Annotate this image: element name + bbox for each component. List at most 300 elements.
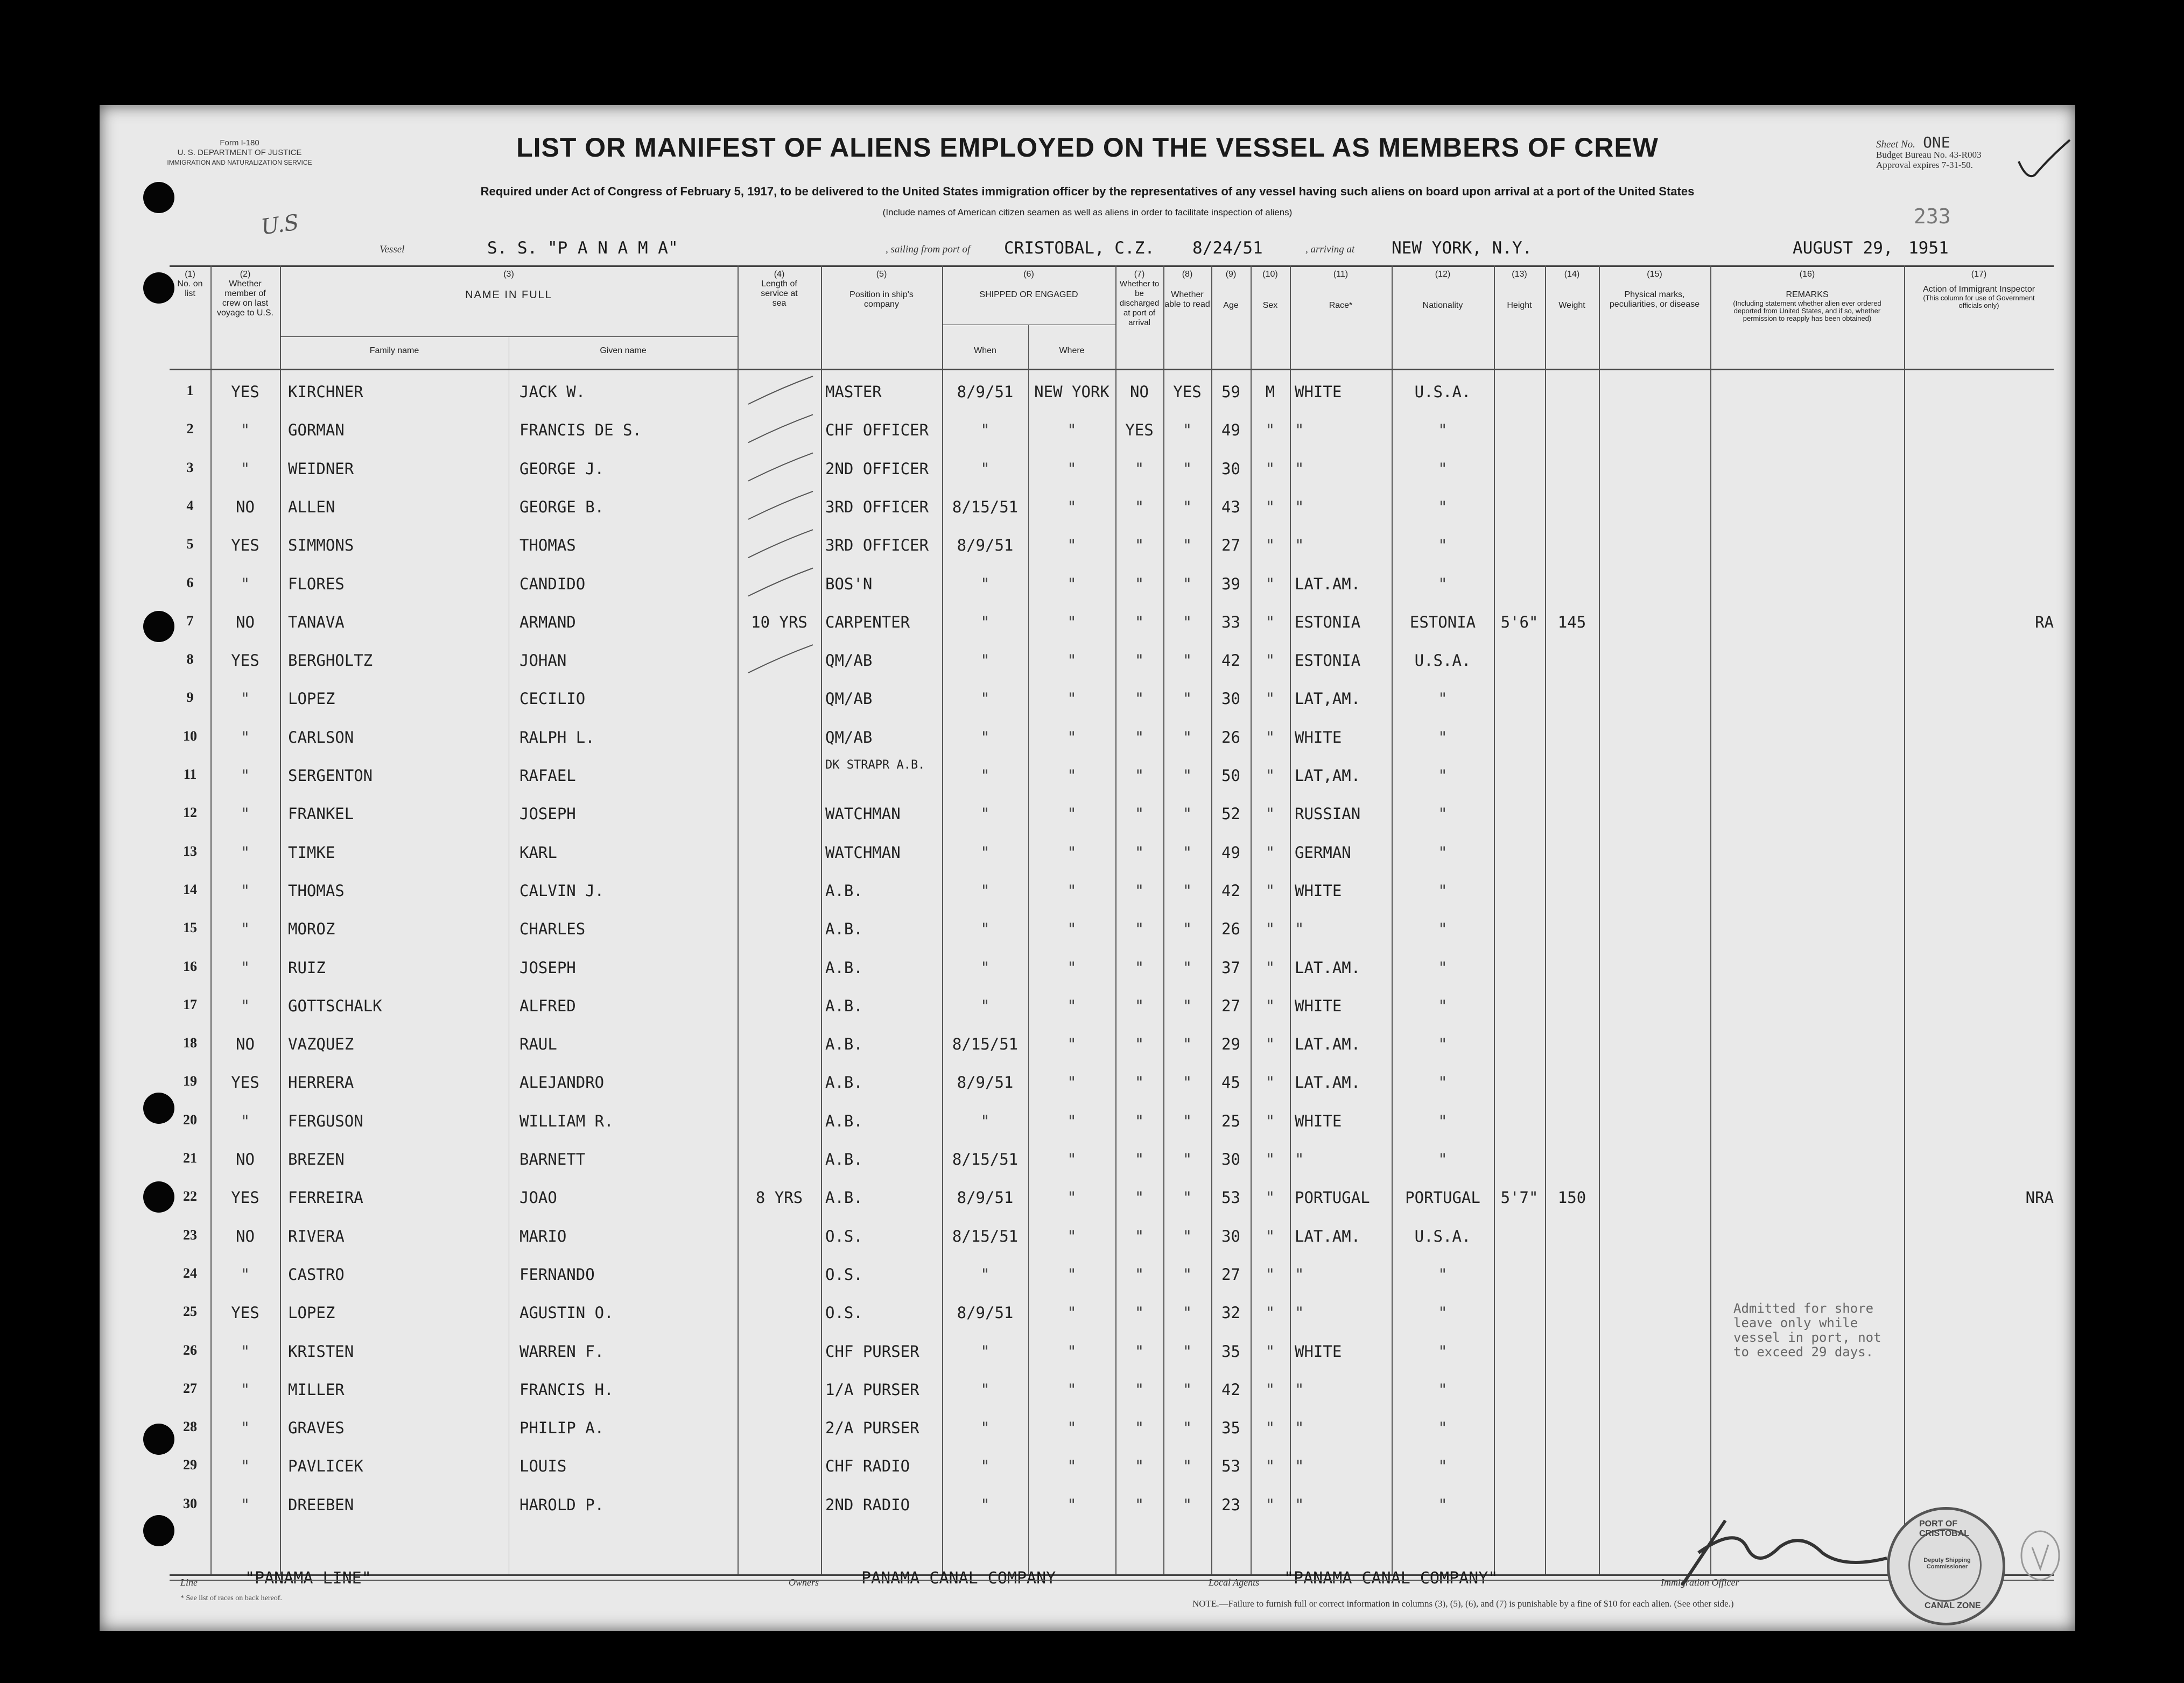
cell-family-name: FLORES: [288, 574, 345, 593]
cell-discharged: ": [1134, 1035, 1144, 1054]
col-header-family-name: Family name: [369, 346, 419, 355]
cell-able-to-read: ": [1182, 1150, 1192, 1168]
cell-given-name: JOSEPH: [519, 958, 576, 977]
cell-position: 3RD OFFICER: [825, 497, 929, 516]
col-header-read: (8) Whether able to read: [1164, 270, 1210, 309]
cell-last-voyage: ": [240, 1495, 250, 1514]
col-header-last-voyage: (2) Whether member of crew on last voyage to U.S.: [217, 270, 273, 318]
cell-shipped-when: ": [980, 766, 990, 785]
col-header-shipped: (6) SHIPPED OR ENGAGED: [979, 270, 1078, 299]
cell-discharged: ": [1134, 1265, 1144, 1284]
cell-row-number: 12: [183, 805, 197, 821]
cell-race: LAT.AM.: [1295, 1073, 1361, 1092]
cell-shipped-where: ": [1067, 728, 1077, 747]
table-row: [170, 449, 2054, 487]
table-row: [170, 640, 2054, 679]
cell-able-to-read: ": [1182, 1073, 1192, 1092]
cell-race: WHITE: [1295, 1342, 1342, 1361]
cell-discharged: ": [1134, 1111, 1144, 1130]
cell-shipped-where: ": [1067, 536, 1077, 555]
cell-family-name: CASTRO: [288, 1265, 345, 1284]
cell-able-to-read: ": [1182, 574, 1192, 593]
cell-age: 30: [1221, 459, 1240, 478]
cell-race: WHITE: [1295, 383, 1342, 401]
cell-shipped-where: ": [1067, 996, 1077, 1015]
cell-sex: ": [1265, 766, 1275, 785]
cell-family-name: ALLEN: [288, 497, 335, 516]
cell-position: WATCHMAN: [825, 843, 901, 862]
officer-signature: [1661, 1515, 1898, 1596]
table-row: [170, 602, 2054, 640]
cell-nationality: U.S.A.: [1414, 1227, 1471, 1245]
cell-discharged: ": [1134, 1188, 1144, 1207]
stamp-top: PORT OF CRISTOBAL: [1919, 1519, 1970, 1538]
port-stamp: [1887, 1507, 2005, 1625]
table-row: [170, 372, 2054, 410]
cell-given-name: FERNANDO: [519, 1265, 595, 1284]
cell-position: BOS'N: [825, 574, 873, 593]
cell-position: A.B.: [825, 881, 863, 900]
cell-sex: ": [1265, 1495, 1275, 1514]
owners-label: Owners: [789, 1577, 819, 1588]
checkmark-icon: [2016, 137, 2075, 186]
arrival-date: AUGUST 29,: [1793, 238, 1893, 258]
table-row: [170, 564, 2054, 602]
cell-row-number: 13: [183, 843, 197, 859]
cell-shipped-where: ": [1067, 766, 1077, 785]
cell-nationality: ": [1438, 1419, 1448, 1438]
cell-shipped-when: 8/9/51: [957, 1073, 1014, 1092]
cell-given-name: GEORGE J.: [519, 459, 605, 478]
cell-shipped-when: ": [980, 1380, 990, 1399]
col-header-weight: (14) Weight: [1558, 270, 1585, 310]
cell-sex: ": [1265, 958, 1275, 977]
cell-position: 2ND RADIO: [825, 1495, 910, 1514]
cell-shipped-where: ": [1067, 612, 1077, 631]
table-row: [170, 1178, 2054, 1216]
sheet-number: ONE: [1923, 133, 1950, 151]
cell-race: WHITE: [1295, 1111, 1342, 1130]
cell-sex: ": [1265, 1265, 1275, 1284]
cell-age: 53: [1221, 1457, 1240, 1476]
port-to: NEW YORK, N.Y.: [1392, 238, 1533, 258]
cell-age: 23: [1221, 1495, 1240, 1514]
service-slash-marks: [738, 372, 821, 1556]
cell-nationality: ": [1438, 1342, 1448, 1361]
crew-table: [170, 265, 2054, 1576]
cell-race: ": [1295, 920, 1304, 939]
table-row: [170, 948, 2054, 986]
cell-shipped-where: ": [1067, 1304, 1077, 1322]
cell-shipped-when: ": [980, 881, 990, 900]
cell-able-to-read: ": [1182, 1035, 1192, 1054]
cell-able-to-read: ": [1182, 728, 1192, 747]
cell-shipped-where: ": [1067, 1035, 1077, 1054]
cell-nationality: ": [1438, 1457, 1448, 1476]
col-header-service: (4) Length of service at sea: [761, 270, 798, 308]
cell-race: ESTONIA: [1295, 651, 1361, 670]
cell-row-number: 25: [183, 1304, 197, 1320]
table-row: [170, 487, 2054, 525]
cell-family-name: GRAVES: [288, 1419, 345, 1438]
manifest-sheet: [100, 105, 2075, 1631]
cell-nationality: ": [1438, 1495, 1448, 1514]
cell-family-name: HERRERA: [288, 1073, 354, 1092]
cell-row-number: 24: [183, 1265, 197, 1281]
cell-shipped-where: ": [1067, 1111, 1077, 1130]
cell-able-to-read: YES: [1173, 383, 1202, 401]
cell-nationality: ": [1438, 1304, 1448, 1322]
cell-inspector-action: RA: [2035, 612, 2054, 631]
cell-nationality: PORTUGAL: [1405, 1188, 1480, 1207]
cell-race: PORTUGAL: [1295, 1188, 1370, 1207]
table-row: [170, 833, 2054, 871]
table-row: [170, 1370, 2054, 1408]
form-number: Form I-180: [220, 138, 259, 147]
cell-shipped-when: ": [980, 612, 990, 631]
cell-given-name: ALEJANDRO: [519, 1073, 605, 1092]
cell-shipped-when: ": [980, 958, 990, 977]
vessel-label: Vessel: [380, 244, 405, 255]
cell-given-name: FRANCIS H.: [519, 1380, 614, 1399]
col-header-height: (13) Height: [1507, 270, 1532, 310]
col-header-remarks: (16) REMARKS (Including statement whether alien ever ordered deported from United States, and if so, whether permission to reapply has been obtained): [1733, 270, 1881, 322]
cell-last-voyage: ": [240, 1419, 250, 1438]
cell-sex: M: [1265, 383, 1275, 401]
col-header-position: (5) Position in ship's company: [849, 270, 914, 309]
cell-nationality: ": [1438, 421, 1448, 440]
table-row: [170, 1139, 2054, 1178]
cell-row-number: 6: [186, 574, 194, 590]
cell-able-to-read: ": [1182, 920, 1192, 939]
binder-hole: [143, 182, 174, 213]
cell-age: 53: [1221, 1188, 1240, 1207]
cell-family-name: FERREIRA: [288, 1188, 363, 1207]
cell-position: A.B.: [825, 1150, 863, 1168]
cell-sex: ": [1265, 1342, 1275, 1361]
cell-given-name: JOAO: [519, 1188, 557, 1207]
cell-discharged: ": [1134, 689, 1144, 708]
cell-last-voyage: ": [240, 574, 250, 593]
cell-nationality: ": [1438, 805, 1448, 823]
cell-race: ": [1295, 1150, 1304, 1168]
cell-shipped-when: ": [980, 1495, 990, 1514]
cell-nationality: ": [1438, 728, 1448, 747]
cell-last-voyage: YES: [231, 651, 259, 670]
cell-row-number: 18: [183, 1035, 197, 1051]
cell-shipped-where: ": [1067, 1380, 1077, 1399]
cell-age: 27: [1221, 536, 1240, 555]
cell-sex: ": [1265, 920, 1275, 939]
cell-family-name: FERGUSON: [288, 1111, 363, 1130]
cell-given-name: CHARLES: [519, 920, 586, 939]
cell-nationality: ": [1438, 1380, 1448, 1399]
cell-age: 32: [1221, 1304, 1240, 1322]
cell-shipped-where: ": [1067, 574, 1077, 593]
cell-able-to-read: ": [1182, 1304, 1192, 1322]
cell-shipped-when: 8/15/51: [952, 1035, 1019, 1054]
cell-given-name: CANDIDO: [519, 574, 586, 593]
cell-position: WATCHMAN: [825, 805, 901, 823]
cell-weight: 150: [1557, 1188, 1586, 1207]
table-row: [170, 717, 2054, 756]
cell-shipped-when: ": [980, 920, 990, 939]
remark-shore-leave: Admitted for shore leave only while vessel in port, not to exceed 29 days.: [1733, 1301, 1881, 1360]
cell-shipped-when: ": [980, 651, 990, 670]
cell-row-number: 2: [186, 421, 194, 437]
cell-able-to-read: ": [1182, 881, 1192, 900]
cell-family-name: LOPEZ: [288, 689, 335, 708]
cell-age: 30: [1221, 1227, 1240, 1245]
cell-nationality: ": [1438, 958, 1448, 977]
cell-race: LAT,AM.: [1295, 766, 1361, 785]
cell-sex: ": [1265, 881, 1275, 900]
cell-sex: ": [1265, 1111, 1275, 1130]
cell-shipped-where: ": [1067, 1265, 1077, 1284]
cell-position: A.B.: [825, 920, 863, 939]
col-header-name: (3) NAME IN FULL: [465, 270, 552, 301]
col-header-nationality: (12) Nationality: [1422, 270, 1463, 310]
table-row: [170, 1062, 2054, 1101]
cell-discharged: ": [1134, 536, 1144, 555]
cell-sex: ": [1265, 1073, 1275, 1092]
col-header-discharged: (7) Whether to be discharged at port of arrival: [1119, 270, 1160, 327]
cell-race: WHITE: [1295, 881, 1342, 900]
cell-position: 1/A PURSER: [825, 1380, 919, 1399]
cell-service-length: 10 YRS: [751, 612, 807, 631]
cell-sex: ": [1265, 574, 1275, 593]
cell-age: 52: [1221, 805, 1240, 823]
cell-position: 2/A PURSER: [825, 1419, 919, 1438]
cell-sex: ": [1265, 1150, 1275, 1168]
cell-given-name: CECILIO: [519, 689, 586, 708]
cell-position: MASTER: [825, 383, 882, 401]
cell-age: 50: [1221, 766, 1240, 785]
cell-race: ": [1295, 459, 1304, 478]
fine-note: NOTE.—Failure to furnish full or correct information in columns (3), (5), (6), and (7) is punishable by a fine of $10 for each alien. (See other side.): [1192, 1599, 1734, 1609]
arrival-year: 1951: [1908, 238, 1949, 258]
cell-given-name: WILLIAM R.: [519, 1111, 614, 1130]
cell-race: LAT.AM.: [1295, 1035, 1361, 1054]
cell-sex: ": [1265, 1304, 1275, 1322]
cell-position: A.B.: [825, 1188, 863, 1207]
cell-nationality: ESTONIA: [1409, 612, 1476, 631]
cell-position: A.B.: [825, 1073, 863, 1092]
cell-nationality: ": [1438, 1035, 1448, 1054]
cell-row-number: 19: [183, 1073, 197, 1089]
cell-discharged: ": [1134, 1150, 1144, 1168]
cell-age: 27: [1221, 996, 1240, 1015]
table-row: [170, 1101, 2054, 1139]
cell-row-number: 22: [183, 1188, 197, 1205]
cell-sex: ": [1265, 421, 1275, 440]
col-header-where: Where: [1059, 346, 1085, 355]
cell-nationality: U.S.A.: [1414, 651, 1471, 670]
cell-able-to-read: ": [1182, 843, 1192, 862]
cell-shipped-where: ": [1067, 497, 1077, 516]
table-row: [170, 871, 2054, 909]
cell-sex: ": [1265, 843, 1275, 862]
cell-last-voyage: ": [240, 728, 250, 747]
cell-row-number: 8: [186, 651, 194, 667]
vessel-name: S. S. "P A N A M A": [487, 238, 678, 258]
cell-age: 30: [1221, 1150, 1240, 1168]
cell-age: 42: [1221, 881, 1240, 900]
cell-row-number: 29: [183, 1457, 197, 1473]
cell-race: ": [1295, 536, 1304, 555]
cell-race: GERMAN: [1295, 843, 1351, 862]
cell-shipped-when: 8/15/51: [952, 1227, 1019, 1245]
cell-able-to-read: ": [1182, 1457, 1192, 1476]
cell-row-number: 7: [186, 612, 194, 629]
cell-discharged: ": [1134, 497, 1144, 516]
cell-last-voyage: ": [240, 459, 250, 478]
cell-shipped-where: ": [1067, 805, 1077, 823]
cell-inspector-action: NRA: [2025, 1188, 2054, 1207]
cell-discharged: ": [1134, 805, 1144, 823]
cell-last-voyage: NO: [236, 612, 255, 631]
line-value: "PANAMA LINE": [245, 1569, 371, 1588]
cell-family-name: BERGHOLTZ: [288, 651, 373, 670]
cell-shipped-when: 8/15/51: [952, 1150, 1019, 1168]
cell-shipped-when: ": [980, 689, 990, 708]
cell-shipped-where: ": [1067, 881, 1077, 900]
cell-position: A.B.: [825, 1111, 863, 1130]
cell-row-number: 28: [183, 1419, 197, 1435]
cell-shipped-when: ": [980, 574, 990, 593]
cell-row-number: 11: [183, 766, 197, 782]
table-row: [170, 909, 2054, 947]
cell-shipped-where: ": [1067, 1419, 1077, 1438]
cell-shipped-when: ": [980, 1342, 990, 1361]
cell-row-number: 16: [183, 958, 197, 974]
stamp-middle: Deputy Shipping Commissioner: [1923, 1557, 1971, 1570]
cell-able-to-read: ": [1182, 958, 1192, 977]
cell-sex: ": [1265, 689, 1275, 708]
cell-nationality: ": [1438, 881, 1448, 900]
cell-sex: ": [1265, 1380, 1275, 1399]
cell-last-voyage: NO: [236, 1035, 255, 1054]
cell-shipped-where: ": [1067, 1342, 1077, 1361]
cell-race: WHITE: [1295, 996, 1342, 1015]
cell-position: 3RD OFFICER: [825, 536, 929, 555]
cell-row-number: 9: [186, 689, 194, 706]
cell-race: LAT.AM.: [1295, 958, 1361, 977]
cell-race: LAT.AM.: [1295, 1227, 1361, 1245]
cell-discharged: ": [1134, 1304, 1144, 1322]
cell-shipped-when: ": [980, 805, 990, 823]
cell-nationality: ": [1438, 1150, 1448, 1168]
col-header-action: (17) Action of Immigrant Inspector (This column for use of Government officials only): [1922, 270, 2035, 309]
table-row: [170, 1024, 2054, 1062]
cell-shipped-when: ": [980, 459, 990, 478]
cell-nationality: ": [1438, 1111, 1448, 1130]
cell-sex: ": [1265, 996, 1275, 1015]
sail-date: 8/24/51: [1192, 238, 1263, 258]
cell-shipped-when: ": [980, 1419, 990, 1438]
cell-able-to-read: ": [1182, 766, 1192, 785]
cell-shipped-where: ": [1067, 1227, 1077, 1245]
cell-position: O.S.: [825, 1304, 863, 1322]
cell-able-to-read: ": [1182, 1188, 1192, 1207]
cell-nationality: ": [1438, 766, 1448, 785]
binder-hole: [143, 1181, 174, 1213]
cell-shipped-when: ": [980, 421, 990, 440]
col-header-when: When: [974, 346, 996, 355]
handwritten-mark: U.S: [259, 210, 301, 240]
cell-given-name: RAUL: [519, 1035, 557, 1054]
cell-position: O.S.: [825, 1265, 863, 1284]
cell-shipped-when: ": [980, 1111, 990, 1130]
cell-age: 43: [1221, 497, 1240, 516]
table-row: [170, 756, 2054, 794]
cell-age: 27: [1221, 1265, 1240, 1284]
cell-given-name: ALFRED: [519, 996, 576, 1015]
cell-able-to-read: ": [1182, 996, 1192, 1015]
cell-able-to-read: ": [1182, 1265, 1192, 1284]
table-row: [170, 986, 2054, 1024]
cell-family-name: DREEBEN: [288, 1495, 354, 1514]
cell-shipped-where: ": [1067, 1457, 1077, 1476]
cell-discharged: ": [1134, 728, 1144, 747]
page-title: LIST OR MANIFEST OF ALIENS EMPLOYED ON THE VESSEL AS MEMBERS OF CREW: [516, 132, 1659, 163]
cell-last-voyage: ": [240, 1342, 250, 1361]
cell-family-name: MOROZ: [288, 920, 335, 939]
cell-family-name: MILLER: [288, 1380, 345, 1399]
cell-age: 26: [1221, 920, 1240, 939]
cell-last-voyage: YES: [231, 1073, 259, 1092]
cell-height: 5'7": [1500, 1188, 1539, 1207]
cell-shipped-where: ": [1067, 421, 1077, 440]
approval-expiry: Approval expires 7-31-50.: [1876, 160, 1973, 170]
cell-able-to-read: ": [1182, 1227, 1192, 1245]
cell-able-to-read: ": [1182, 1495, 1192, 1514]
owners-value: PANAMA CANAL COMPANY: [861, 1569, 1056, 1588]
cell-family-name: RIVERA: [288, 1227, 345, 1245]
cell-position: CARPENTER: [825, 612, 910, 631]
cell-family-name: RUIZ: [288, 958, 326, 977]
cell-given-name: THOMAS: [519, 536, 576, 555]
cell-given-name: CALVIN J.: [519, 881, 605, 900]
agents-value: "PANAMA CANAL COMPANY": [1284, 1569, 1498, 1588]
cell-family-name: BREZEN: [288, 1150, 345, 1168]
cell-age: 30: [1221, 689, 1240, 708]
cell-position: DK STRAPR A.B.: [825, 758, 925, 772]
cell-family-name: LOPEZ: [288, 1304, 335, 1322]
arriving-label: , arriving at: [1305, 244, 1355, 255]
binder-hole: [143, 1424, 174, 1455]
col-header-given-name: Given name: [600, 346, 647, 355]
cell-row-number: 30: [183, 1495, 197, 1511]
table-row: [170, 1255, 2054, 1293]
cell-family-name: CARLSON: [288, 728, 354, 747]
cell-able-to-read: ": [1182, 689, 1192, 708]
cell-age: 29: [1221, 1035, 1240, 1054]
cell-shipped-where: NEW YORK: [1034, 383, 1109, 401]
cell-last-voyage: ": [240, 421, 250, 440]
cell-discharged: ": [1134, 574, 1144, 593]
cell-age: 39: [1221, 574, 1240, 593]
cell-discharged: ": [1134, 843, 1144, 862]
cell-able-to-read: ": [1182, 1342, 1192, 1361]
cell-discharged: ": [1134, 651, 1144, 670]
cell-discharged: ": [1134, 459, 1144, 478]
cell-family-name: WEIDNER: [288, 459, 354, 478]
page-subtitle: Required under Act of Congress of February 5, 1917, to be delivered to the United States immigration officer by the representatives of any vessel having such aliens on board upon arrival at a port of the United States: [480, 185, 1695, 198]
cell-shipped-when: 8/15/51: [952, 497, 1019, 516]
cell-last-voyage: ": [240, 958, 250, 977]
cell-shipped-where: ": [1067, 689, 1077, 708]
